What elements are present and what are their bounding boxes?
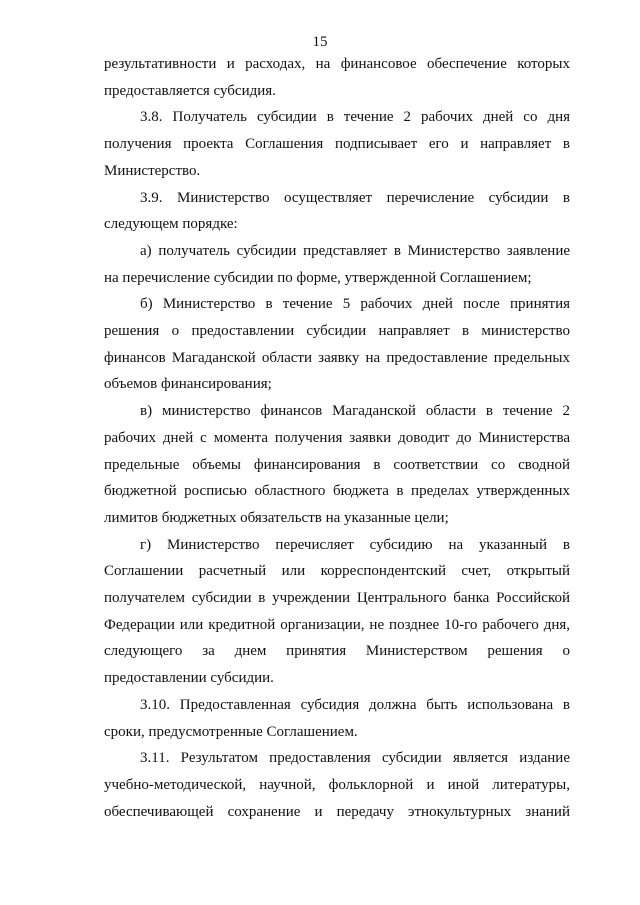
paragraph-3-10: 3.10. Предоставленная субсидия должна быть использована в сроки, предусмотренные Соглашением.: [104, 696, 570, 740]
paragraph-3-9-g: г) Министерство перечисляет субсидию на указанный в Соглашении расчетный или корреспондентский счет, открытый получателем субсидии в учреждении Центрального банка Российской Федерации или кредитной организации, не позднее 10-го рабочего дня, следующего за днем принятия Министерством решения о предоставлении субсидии.: [104, 536, 570, 687]
paragraph-3-9-b: б) Министерство в течение 5 рабочих дней после принятия решения о предоставлении субсидии направляет в министерство финансов Магаданской области заявку на предоставление предельных объемов финансирования;: [104, 296, 570, 393]
paragraph-3-9: 3.9. Министерство осуществляет перечисление субсидии в следующем порядке:: [104, 189, 570, 233]
paragraph-3-11: 3.11. Результатом предоставления субсидии является издание учебно-методической, научной, фольклорной и иной литературы, обеспечивающей сохранение и передачу этнокультурных знаний: [104, 750, 570, 820]
document-body: [104, 51, 570, 825]
paragraph-3-9-v: в) министерство финансов Магаданской области в течение 2 рабочих дней с момента получения заявки доводит до Министерства предельные объемы финансирования в соответствии со сводной бюджетной росписью областного бюджета в пределах утвержденных лимитов бюджетных обязательств на указанные цели;: [104, 403, 570, 526]
paragraph-3-8: 3.8. Получатель субсидии в течение 2 рабочих дней со дня получения проекта Соглашения подписывает его и направляет в Министерство.: [104, 109, 570, 179]
paragraph-continuation: результативности и расходах, на финансовое обеспечение которых предоставляется субсидия.: [104, 56, 570, 99]
paragraph-3-9-a: а) получатель субсидии представляет в Министерство заявление на перечисление субсидии по форме, утвержденной Соглашением;: [104, 242, 570, 286]
page-number: 15: [312, 34, 328, 50]
